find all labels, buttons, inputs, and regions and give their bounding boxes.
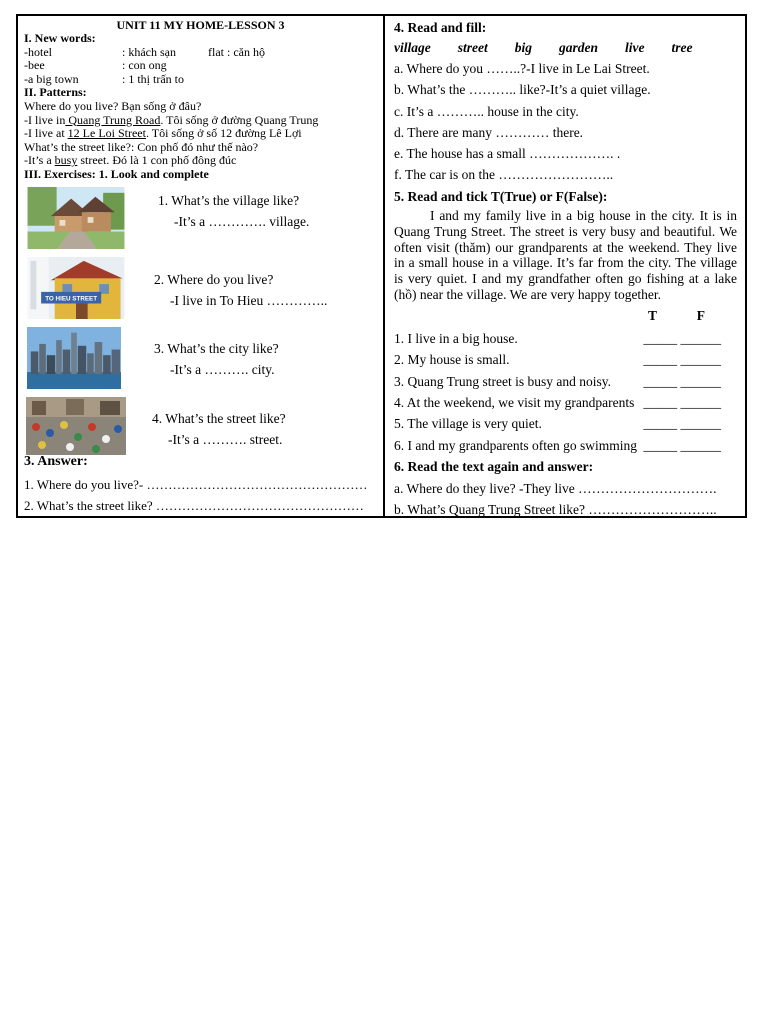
exercise-2-answer: -I live in To Hieu ………….. bbox=[170, 293, 328, 308]
busy-street-image bbox=[26, 397, 126, 455]
exercise-3-question: 3. What’s the city like? bbox=[154, 341, 279, 356]
vocab-extra: flat : căn hộ bbox=[208, 44, 265, 59]
new-words-heading: I. New words: bbox=[24, 31, 96, 45]
pattern-line: -I live at 12 Le Loi Street. Tôi sống ở số 12 đường Lê Lợi bbox=[24, 126, 302, 141]
exercise-4-answer: -It’s a ………. street. bbox=[168, 432, 283, 447]
patterns-heading: II. Patterns: bbox=[24, 85, 87, 100]
answer-blanks[interactable]: _____ ______ bbox=[643, 330, 721, 346]
answer-heading: 3. Answer: bbox=[24, 454, 88, 469]
false-label: F bbox=[696, 307, 705, 323]
pattern-line: Where do you live? Bạn sống ở đâu? bbox=[24, 98, 202, 113]
fill-line: b. What’s the ……….. like?-It’s a quiet village. bbox=[394, 82, 651, 98]
worksheet-title: UNIT 11 MY HOME-LESSON 3 bbox=[116, 18, 285, 32]
statement-row: 6. I and my grandparents often go swimming _____ ______ bbox=[394, 435, 737, 456]
statement-row: 2. My house is small. _____ ______ bbox=[394, 349, 737, 370]
word-box-item: big bbox=[514, 40, 533, 55]
exercise-2-question: 2. Where do you live? bbox=[154, 272, 274, 287]
read-answer-line: b. What’s Quang Trung Street like? ……………………….. bbox=[394, 501, 717, 517]
exercises-heading: III. Exercises: 1. Look and complete bbox=[24, 166, 209, 181]
right-column bbox=[385, 16, 745, 516]
vocab-row bbox=[24, 46, 377, 60]
reading-paragraph: I and my family live in a big house in the city. It is in Quang Trung Street. The street is very busy and beautiful. We often visit (thăm) our grandparents at the weekend. They live in a small house in a village. It’s far from the city. The village is very quiet. I and my grandfather often go fishing at a lake (hồ) near the village. We are very happy together. bbox=[394, 208, 737, 303]
pattern-line: -I live in Quang Trung Road. Tôi sống ở đường Quang Trung bbox=[24, 112, 319, 127]
left-column bbox=[18, 16, 385, 516]
fill-line: e. The house has a small ………………. . bbox=[394, 146, 621, 162]
read-answer-line: a. Where do they live? -They live …………………………. bbox=[394, 480, 717, 496]
fill-line: d. There are many ………… there. bbox=[394, 124, 584, 140]
answer-blanks[interactable]: _____ ______ bbox=[643, 352, 721, 368]
fill-line: a. Where do you ……..?-I live in Le Lai Street. bbox=[394, 61, 650, 76]
exercise-1-question: 1. What’s the village like? bbox=[158, 193, 300, 208]
pattern-line: What’s the street like?: Con phố đó như thế nào? bbox=[24, 139, 259, 154]
word-box-item: street bbox=[457, 40, 488, 55]
read-fill-heading: 4. Read and fill: bbox=[394, 20, 487, 35]
vocab-meaning: : khách sạn bbox=[122, 44, 176, 59]
answer-blanks[interactable]: _____ ______ bbox=[643, 416, 721, 432]
vocab-meaning: : 1 thị trấn to bbox=[122, 71, 184, 86]
vocab-row bbox=[24, 73, 377, 87]
word-box bbox=[394, 37, 737, 58]
street-sign-text: TO HIEU STREET bbox=[45, 295, 98, 303]
answer-blanks[interactable]: _____ ______ bbox=[643, 373, 721, 389]
statement-row: 3. Quang Trung street is busy and noisy. _____ ______ bbox=[394, 371, 737, 392]
statement-row: 1. I live in a big house. _____ ______ bbox=[394, 328, 737, 349]
city-skyline-image bbox=[24, 327, 124, 389]
fill-line: f. The car is on the …………………….. bbox=[394, 167, 614, 183]
worksheet bbox=[16, 14, 747, 518]
vocab-word: -hotel bbox=[24, 44, 52, 59]
village-house-image bbox=[26, 187, 126, 249]
vocab-meaning: : con ong bbox=[122, 58, 167, 73]
true-false-heading: 5. Read and tick T(True) or F(False): bbox=[394, 188, 608, 204]
exercise-3-answer: -It’s a ………. city. bbox=[170, 362, 275, 377]
word-box-item: tree bbox=[671, 40, 693, 55]
statement-row: 5. The village is very quiet. _____ ______ bbox=[394, 413, 737, 434]
true-false-header bbox=[394, 308, 737, 328]
pattern-line: -It’s a busy street. Đó là 1 con phố đông đúc bbox=[24, 153, 237, 168]
word-box-item: garden bbox=[559, 40, 599, 55]
vocab-word: -a big town bbox=[24, 71, 79, 86]
true-label: T bbox=[647, 307, 657, 323]
answer-blanks[interactable]: _____ ______ bbox=[643, 437, 721, 453]
exercise-1-answer: -It’s a …………. village. bbox=[174, 214, 310, 229]
word-box-item: live bbox=[625, 40, 645, 55]
vocab-row bbox=[24, 59, 377, 73]
fill-line: c. It’s a ……….. house in the city. bbox=[394, 103, 579, 119]
to-hieu-street-image bbox=[26, 257, 126, 319]
answer-line-2: 2. What’s the street like? ………………………………………… bbox=[24, 498, 364, 513]
statement-row: 4. At the weekend, we visit my grandparents _____ ______ bbox=[394, 392, 737, 413]
read-answer-heading: 6. Read the text again and answer: bbox=[394, 459, 594, 475]
answer-line-1: 1. Where do you live?- …………………………………………… bbox=[24, 477, 368, 492]
answer-blanks[interactable]: _____ ______ bbox=[643, 395, 721, 411]
vocab-word: -bee bbox=[24, 58, 45, 73]
exercise-4-question: 4. What’s the street like? bbox=[152, 411, 286, 426]
word-box-item: village bbox=[394, 40, 431, 55]
